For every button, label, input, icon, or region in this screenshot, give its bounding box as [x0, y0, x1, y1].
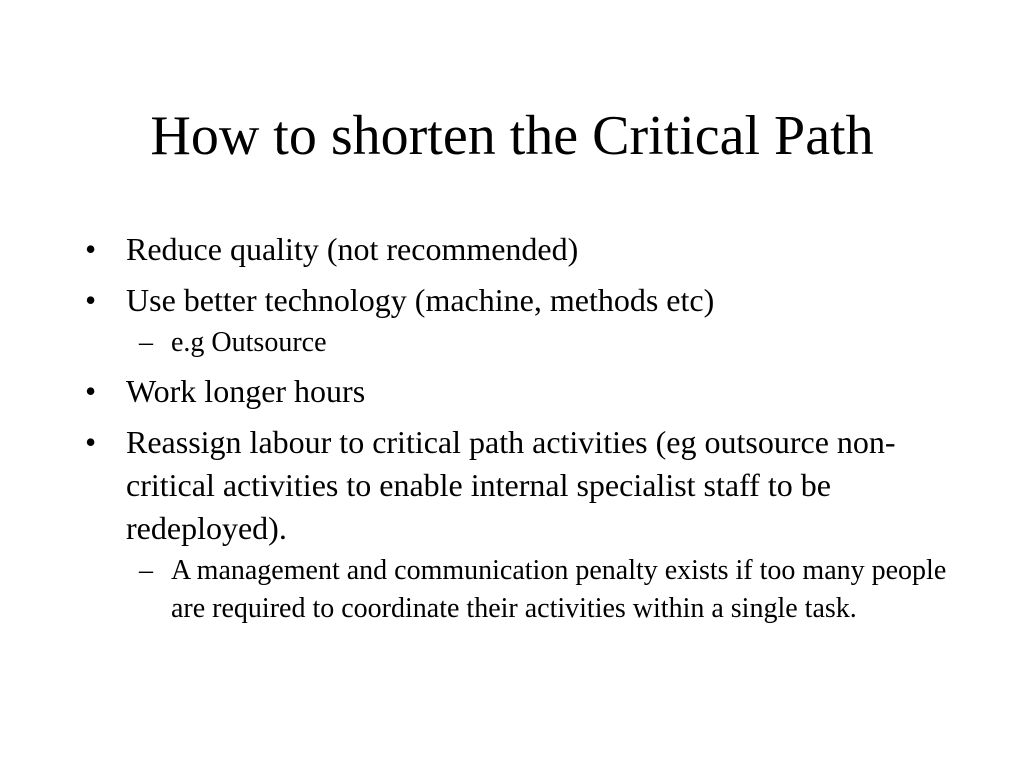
- bullet-text: Reduce quality (not recommended): [126, 231, 579, 267]
- bullet-item-work-longer-hours: [85, 370, 965, 413]
- sub-bullet-item-outsource: [85, 324, 965, 362]
- bullet-marker: •: [85, 282, 97, 318]
- bullet-marker: •: [85, 231, 97, 267]
- sub-bullet-marker: –: [139, 555, 153, 586]
- slide-title: How to shorten the Critical Path: [150, 105, 874, 167]
- sub-bullet-marker: –: [139, 327, 153, 358]
- bullet-marker: •: [85, 424, 97, 460]
- slide-body: [85, 228, 965, 636]
- sub-bullet-item-communication-penalty: [85, 552, 965, 628]
- bullet-marker: •: [85, 373, 97, 409]
- bullet-item-better-technology: [85, 279, 965, 322]
- bullet-item-reassign-labour: [85, 421, 965, 550]
- sub-bullet-text: A management and communication penalty exists if too many people are required to coordinate their activities within a single task.: [171, 555, 947, 624]
- sub-bullet-text: e.g Outsource: [171, 327, 327, 358]
- bullet-text: Work longer hours: [126, 373, 366, 409]
- bullet-item-reduce-quality: [85, 228, 965, 271]
- bullet-text: Use better technology (machine, methods etc): [126, 282, 715, 318]
- bullet-text: Reassign labour to critical path activities (eg outsource non-critical activities to enable internal specialist staff to be redeployed).: [126, 424, 896, 546]
